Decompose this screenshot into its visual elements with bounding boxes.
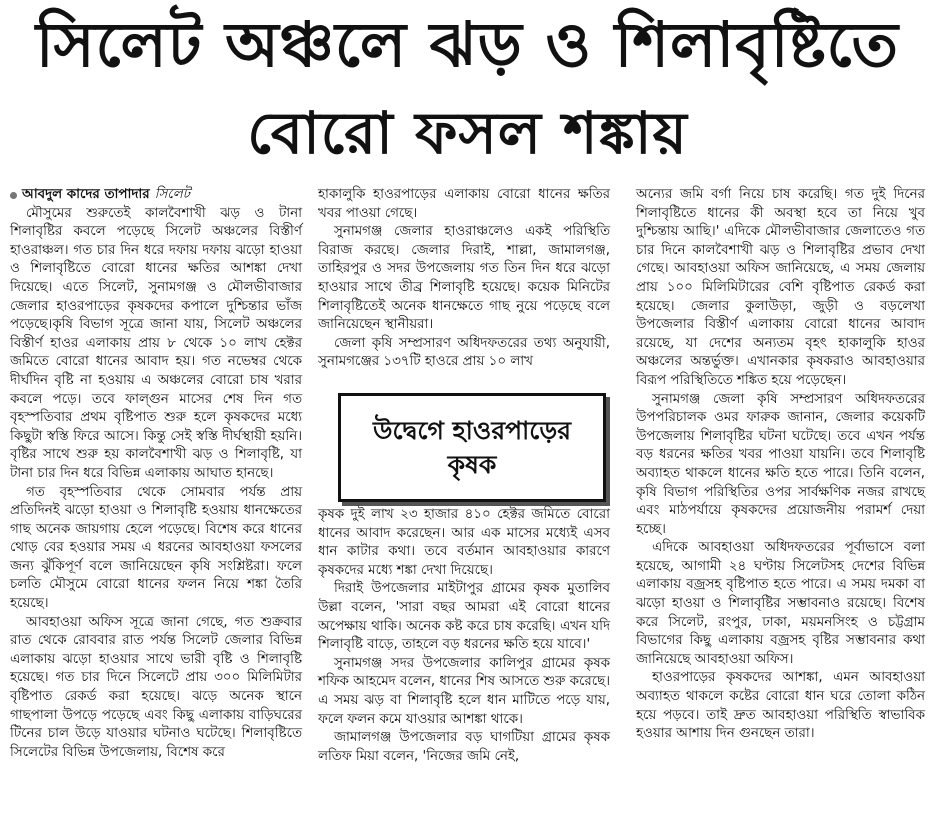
paragraph: মৌসুমের শুরুতেই কালবৈশাখী ঝড় ও টানা শিলাবৃষ্টির কবলে পড়েছে সিলেট অঞ্চলের বিস্তীর্ণ হাওরাঞ্চল। গত চার দিন ধরে দফায় দফায় ঝড়ো হাওয়া ও শিলাবৃষ্টিতে বোরো ধানের ক্ষতির আশঙ্কা দেখা দিয়েছে। এতে সিলেট, সুনামগঞ্জ ও মৌলভীবাজার জেলার হাওরপাড়ের কৃষকদের কপালে দুশ্চিন্তার ভাঁজ পড়েছে।কৃষি বিভাগ সূত্রে জানা যায়, সিলেট অঞ্চলের বিস্তীর্ণ হাওর এলাকায় প্রায় ৮ থেকে ১০ লাখ হেক্টর জমিতে বোরো ধানের আবাদ হয়। গত নভেম্বর থেকে দীর্ঘদিন বৃষ্টি না হওয়ায় এ অঞ্চলের বোরো চাষ খরার কবলে পড়ে। তবে ফাল্গুন মাসের শেষ দিন গত বৃহস্পতিবার প্রথম বৃষ্টিপাত শুরু হলে কৃষকদের মধ্যে কিছুটা স্বস্তি ফিরে আসে। কিন্তু সেই স্বস্তি দীর্ঘস্থায়ী হয়নি। বৃষ্টির সাথে শুরু হয় কালবৈশাখী ঝড় ও শিলাবৃষ্টি, যা টানা চার দিন ধরে বিভিন্ন এলাকায় আঘাত হানছে। (10, 205, 302, 481)
paragraph: সুনামগঞ্জ জেলার হাওরাঞ্চলেও একই পরিস্থিতি বিরাজ করছে। জেলার দিরাই, শাল্লা, জামালগঞ্জ, তাহিরপুর ও সদর উপজেলায় গত তিন দিন ধরে ঝড়ো হাওয়ার সাথে তীব্র শিলাবৃষ্টি হয়েছে। কয়েক মিনিটের শিলাবৃষ্টিতেই অনেক ধানক্ষেতে গাছ নুয়ে পড়েছে বলে জানিয়েছেন স্থানীয়রা। (318, 224, 610, 333)
column-2-bottom (318, 506, 610, 766)
headline (0, 0, 935, 180)
byline-place: সিলেট (154, 187, 190, 202)
paragraph: সুনামগঞ্জ জেলা কৃষি সম্প্রসারণ অধিদফতরের উপপরিচালক ওমর ফারুক জানান, জেলার কয়েকটি উপজেলায় শিলাবৃষ্টির ঘটনা ঘটেছে। তবে এখন পর্যন্ত বড় ধরনের ক্ষতির খবর পাওয়া যায়নি। তবে শিলাবৃষ্টি অব্যাহত থাকলে ধানের ক্ষতি হতে পারে। তিনি বলেন, কৃষি বিভাগ পরিস্থিতির ওপর সার্বক্ষণিক নজর রাখছে এবং মাঠপর্যায়ে কৃষকদের প্রয়োজনীয় পরামর্শ দেয়া হচ্ছে। (636, 391, 925, 537)
bullet-icon (10, 192, 17, 199)
paragraph: জামালগঞ্জ উপজেলার বড় ঘাগটিয়া গ্রামের কৃষক লতিফ মিয়া বলেন, 'নিজের জমি নেই, (318, 730, 610, 764)
subheading: উদ্বেগে হাওরপাড়ের কৃষক (373, 415, 571, 479)
column-3 (636, 186, 925, 744)
paragraph: এদিকে আবহাওয়া অধিদফতরের পূর্বাভাসে বলা হয়েছে, আগামী ২৪ ঘণ্টায় সিলেটসহ দেশের বিভিন্ন এলাকায় বজ্রসহ বৃষ্টিপাত হতে পারে। এ সময় দমকা বা ঝড়ো হাওয়া ও শিলাবৃষ্টির সম্ভাবনাও রয়েছে। বিশেষ করে সিলেট, রংপুর, ঢাকা, ময়মনসিংহ ও চট্টগ্রাম বিভাগের কিছু এলাকায় বজ্রসহ বৃষ্টির সম্ভাবনার কথা জানিয়েছে আবহাওয়া অফিস। (636, 540, 925, 667)
byline (10, 186, 302, 205)
subheading-box (338, 393, 606, 502)
paragraph: জেলা কৃষি সম্প্রসারণ অধিদফতরের তথ্য অনুযায়ী, সুনামগঞ্জের ১৩৭টি হাওরে প্রায় ১০ লাখ (318, 335, 610, 370)
paragraph: দিরাই উপজেলার মাইটাপুর গ্রামের কৃষক মুতালিব উল্লা বলেন, 'সারা বছর আমরা এই বোরো ধানের অপেক্ষায় থাকি। অনেক কষ্ট করে চাষ করেছি। এখন যদি শিলাবৃষ্টি বাড়ে, তাহলে বড় ধরনের ক্ষতি হয়ে যাবে।' (318, 581, 610, 653)
paragraph: হাওরপাড়ের কৃষকদের আশঙ্কা, এমন আবহাওয়া অব্যাহত থাকলে কষ্টের বোরো ধান ঘরে তোলা কঠিন হয়ে পড়বে। তাই দ্রুত আবহাওয়া পরিস্থিতি স্বাভাবিক হওয়ার আশায় দিন গুনছেন তারা। (636, 670, 925, 742)
paragraph: গত বৃহস্পতিবার থেকে সোমবার পর্যন্ত প্রায় প্রতিদিনই ঝড়ো হাওয়া ও শিলাবৃষ্টি হওয়ায় ধানক্ষেতের গাছ অনেক জায়গায় হেলে পড়েছে। বিশেষ করে ধানের থোড় বের হওয়ার সময় এ ধরনের আবহাওয়া ফসলের জন্য ঝুঁকিপূর্ণ বলে জানিয়েছেন কৃষি সংশ্লিষ্টরা। ফলে চলতি মৌসুমে বোরো ধানের ফলন নিয়ে শঙ্কা তৈরি হয়েছে। (10, 484, 302, 612)
paragraph: সুনামগঞ্জ সদর উপজেলার কালিপুর গ্রামের কৃষক শফিক আহমেদ বলেন, ধানের শিষ আসতে শুরু করেছে। এ সময় ঝড় বা শিলাবৃষ্টি হলে ধান মাটিতে পড়ে যায়, ফলে ফলন কমে যাওয়ার আশঙ্কা থাকে। (318, 655, 610, 727)
column-2 (318, 186, 610, 372)
byline-author: আবদুল কাদের তাপাদার (22, 187, 150, 202)
paragraph: হাকালুকি হাওরপাড়ের এলাকায় বোরো ধানের ক্ষতির খবর পাওয়া গেছে। (318, 187, 610, 221)
paragraph: অন্যের জমি বর্গা নিয়ে চাষ করেছি। গত দুই দিনের শিলাবৃষ্টিতে ধানের কী অবস্থা হবে তা নিয়ে খুব দুশ্চিন্তায় আছি।' এদিকে মৌলভীবাজার জেলাতেও গত চার দিনে কালবৈশাখী ঝড় ও শিলাবৃষ্টির প্রভাব দেখা গেছে। আবহাওয়া অফিস জানিয়েছে, এ সময় জেলায় প্রায় ১০০ মিলিমিটারের বেশি বৃষ্টিপাত রেকর্ড করা হয়েছে। জেলার কুলাউড়া, জুড়ী ও বড়লেখা উপজেলার বিস্তীর্ণ এলাকায় বোরো ধানের আবাদ রয়েছে, যা দেশের অন্যতম বৃহৎ হাকালুকি হাওর অঞ্চলের অন্তর্ভুক্ত। এখানকার কৃষকরাও আবহাওয়ার বিরূপ পরিস্থিতিতে শঙ্কিত হয়ে পড়েছেন। (636, 187, 925, 388)
headline-line-2: বোরো ফসল শঙ্কায় (247, 99, 688, 167)
paragraph: আবহাওয়া অফিস সূত্রে জানা গেছে, গত শুক্রবার রাত থেকে রোববার রাত পর্যন্ত সিলেট জেলার বিভিন্ন এলাকায় ঝড়ো হাওয়ার সাথে ভারী বৃষ্টি ও শিলাবৃষ্টি হয়েছে। গত চার দিনে সিলেটে প্রায় ৩০০ মিলিমিটার বৃষ্টিপাত রেকর্ড করা হয়েছে। ঝড়ে অনেক স্থানে গাছপালা উপড়ে পড়েছে এবং কিছু এলাকায় বাড়িঘরের টিনের চাল উড়ে যাওয়ার ঘটনাও ঘটেছে। শিলাবৃষ্টিতে সিলেটের বিভিন্ন উপজেলায়, বিশেষ করে (10, 614, 302, 760)
paragraph: কৃষক দুই লাখ ২৩ হাজার ৪১০ হেক্টর জমিতে বোরো ধানের আবাদ করেছেন। আর এক মাসের মধ্যেই এসব ধান কাটার কথা। তবে বর্তমান আবহাওয়ার কারণে কৃষকদের মধ্যে শঙ্কা দেখা দিয়েছে। (318, 507, 610, 578)
headline-line-1: সিলেট অঞ্চলে ঝড় ও শিলাবৃষ্টিতে (35, 8, 900, 81)
column-1 (10, 186, 302, 762)
